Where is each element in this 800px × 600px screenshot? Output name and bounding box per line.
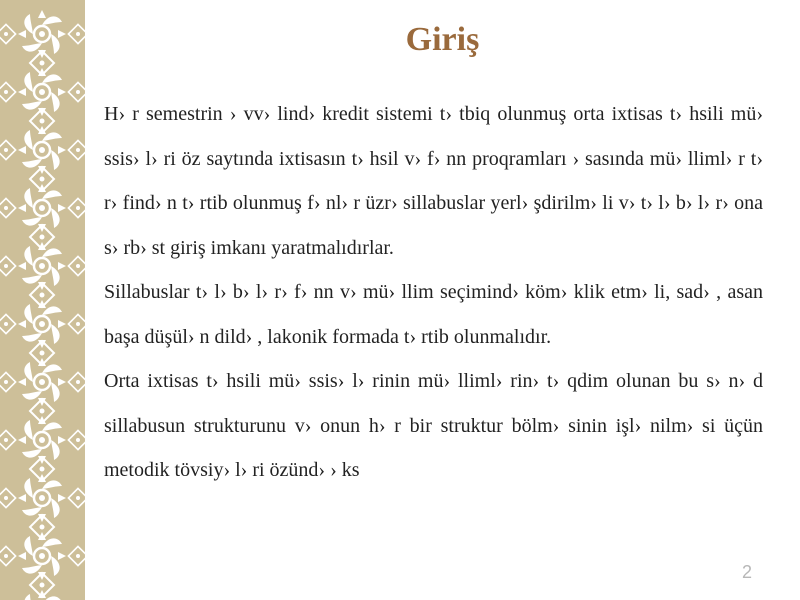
side-lattice-ornament: [0, 24, 16, 43]
paragraph-3: Orta ixtisas t› hsili mü› ssis› l› rinin mü› lliml› rin› t› qdim olunan bu s› n› d sillabusun strukturunu v› onun h› r bir struktur bölm› sinin işl› nilm› si üçün metodik tövsiy› l› ri özünd› › ks: [104, 370, 763, 481]
page-number: 2: [741, 562, 752, 582]
side-lattice-ornament: [0, 546, 16, 565]
side-lattice-ornament: [0, 314, 16, 333]
paragraph-2: Sillabuslar t› l› b› l› r› f› nn v› mü› llim seçimind› köm› klik etm› li, sad› , asan başa düşül› n dild› , lakonik formada t› rtib olunmalıdır.: [104, 281, 763, 348]
side-lattice-ornament: [0, 430, 16, 449]
side-lattice-ornament: [0, 256, 16, 275]
side-lattice-ornament: [68, 314, 85, 333]
side-lattice-ornament: [0, 82, 16, 101]
slide-title: Giriş: [405, 21, 480, 58]
side-lattice-ornament: [68, 256, 85, 275]
side-lattice-ornament: [68, 488, 85, 507]
side-lattice-ornament: [68, 24, 85, 43]
floral-lattice-ornament-icon: [0, 0, 85, 600]
rosette-ornament: [18, 590, 66, 600]
side-lattice-ornament: [68, 140, 85, 159]
side-lattice-ornament: [68, 546, 85, 565]
side-lattice-ornament: [0, 488, 16, 507]
side-lattice-ornament: [0, 140, 16, 159]
decorative-border-strip: [0, 0, 85, 600]
side-lattice-ornament: [68, 82, 85, 101]
slide-body: [104, 92, 763, 493]
side-lattice-ornament: [68, 198, 85, 217]
side-lattice-ornament: [68, 430, 85, 449]
paragraph-1: H› r semestrin › vv› lind› kredit sistemi t› tbiq olunmuş orta ixtisas t› hsili mü› ssis› l› ri öz saytında ixtisasın t› hsil v› f› nn proqramları › sasında mü› lliml› r t› r› find› n t› rtib olunmuş f› nl› r üzr› sillabuslar yerl› şdirilm› li v› t› l› b› l› r› ona s› rb› st giriş imkanı yaratmalıdırlar.: [104, 103, 763, 259]
side-lattice-ornament: [0, 198, 16, 217]
side-lattice-ornament: [68, 372, 85, 391]
side-lattice-ornament: [0, 372, 16, 391]
